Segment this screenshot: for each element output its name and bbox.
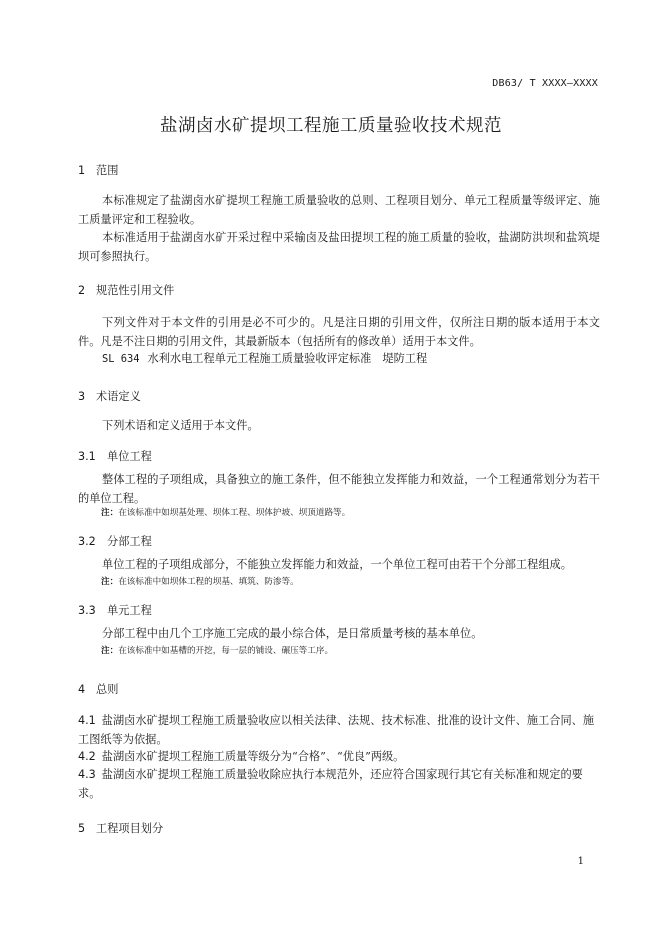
term-3-2-definition: 单位工程的子项组成部分，不能独立发挥能力和效益，一个单位工程可由若干个分部工程组成。 bbox=[102, 558, 572, 571]
note-label: 注： bbox=[101, 577, 119, 587]
document-title: 盐湖卤水矿提坝工程施工质量验收技术规范 bbox=[160, 116, 502, 136]
section-4-heading bbox=[78, 681, 118, 697]
term-title: 单元工程 bbox=[107, 604, 152, 617]
term-3-3-definition: 分部工程中由几个工序施工完成的最小综合体，是日常质量考核的基本单位。 bbox=[102, 627, 483, 640]
clause-4-3 bbox=[78, 765, 600, 803]
clause-text: 盐湖卤水矿提坝工程施工质量等级分为“合格”、“优良”两级。 bbox=[101, 750, 405, 763]
section-2-paragraph-1: 下列文件对于本文件的引用是必不可少的。凡是注日期的引用文件，仅所注日期的版本适用于本文件。凡是不注日期的引用文件，其最新版本（包括所有的修改单）适用于本文件。 bbox=[78, 316, 600, 348]
clause-text: 盐湖卤水矿提坝工程施工质量验收应以相关法律、法规、技术标准、批准的设计文件、施工合同、施工图纸等为依据。 bbox=[78, 714, 595, 746]
clause-4-1 bbox=[78, 711, 600, 749]
term-3-2-note bbox=[101, 576, 601, 588]
section-number: 1 bbox=[78, 164, 86, 177]
section-title: 规范性引用文件 bbox=[96, 284, 175, 297]
term-3-1-note bbox=[101, 507, 601, 519]
section-3-paragraph-1: 下列术语和定义适用于本文件。 bbox=[102, 419, 259, 432]
term-number: 3.1 bbox=[78, 450, 96, 463]
section-1-paragraph-2: 本标准适用于盐湖卤水矿开采过程中采输卤及盐田提坝工程的施工质量的验收，盐湖防洪坝和盐筑堤坝可参照执行。 bbox=[78, 231, 600, 263]
section-title: 工程项目划分 bbox=[96, 822, 164, 835]
section-title: 范围 bbox=[96, 164, 119, 177]
section-3-heading bbox=[78, 388, 141, 404]
term-3-2-heading bbox=[78, 533, 152, 549]
section-1-paragraph-1: 本标准规定了盐湖卤水矿提坝工程施工质量验收的总则、工程项目划分、单元工程质量等级评定、施工质量评定和工程验收。 bbox=[78, 194, 600, 226]
clause-text: 盐湖卤水矿提坝工程施工质量验收除应执行本规范外，还应符合国家现行其它有关标准和规定的要求。 bbox=[78, 768, 583, 800]
term-3-3-note bbox=[101, 645, 601, 657]
term-number: 3.3 bbox=[78, 604, 96, 617]
section-title: 术语定义 bbox=[96, 390, 141, 403]
section-title: 总则 bbox=[96, 683, 119, 696]
reference-code: SL 634 bbox=[102, 353, 140, 365]
term-number: 3.2 bbox=[78, 535, 96, 548]
term-3-1-heading bbox=[78, 448, 152, 464]
clause-number: 4.3 bbox=[78, 768, 96, 781]
clause-number: 4.2 bbox=[78, 750, 96, 763]
note-label: 注： bbox=[101, 646, 119, 656]
reference-title: 水利水电工程单元工程施工质量验收评定标准 堤防工程 bbox=[147, 352, 428, 365]
clause-4-2 bbox=[78, 747, 600, 766]
document-code: DB63/ T XXXX—XXXX bbox=[492, 78, 598, 89]
section-number: 4 bbox=[78, 683, 86, 696]
clause-number: 4.1 bbox=[78, 714, 96, 727]
normative-reference bbox=[102, 350, 427, 366]
term-title: 分部工程 bbox=[107, 535, 152, 548]
term-title: 单位工程 bbox=[107, 450, 152, 463]
section-number: 3 bbox=[78, 390, 86, 403]
section-1-heading bbox=[78, 162, 118, 178]
page-number: 1 bbox=[577, 856, 584, 867]
section-number: 2 bbox=[78, 284, 86, 297]
note-text: 在该标准中如坝体工程的坝基、填筑、防渗等。 bbox=[118, 577, 299, 587]
section-2-heading bbox=[78, 282, 174, 298]
section-5-heading bbox=[78, 820, 163, 836]
section-number: 5 bbox=[78, 822, 86, 835]
note-text: 在该标准中如基槽的开挖，每一层的铺设、碾压等工序。 bbox=[118, 646, 334, 656]
note-text: 在该标准中如坝基处理、坝体工程、坝体护坡、坝顶道路等。 bbox=[118, 508, 351, 518]
term-3-1-definition: 整体工程的子项组成，具备独立的施工条件，但不能独立发挥能力和效益，一个工程通常划分为若干的单位工程。 bbox=[78, 473, 600, 505]
note-label: 注： bbox=[101, 508, 119, 518]
term-3-3-heading bbox=[78, 602, 152, 618]
